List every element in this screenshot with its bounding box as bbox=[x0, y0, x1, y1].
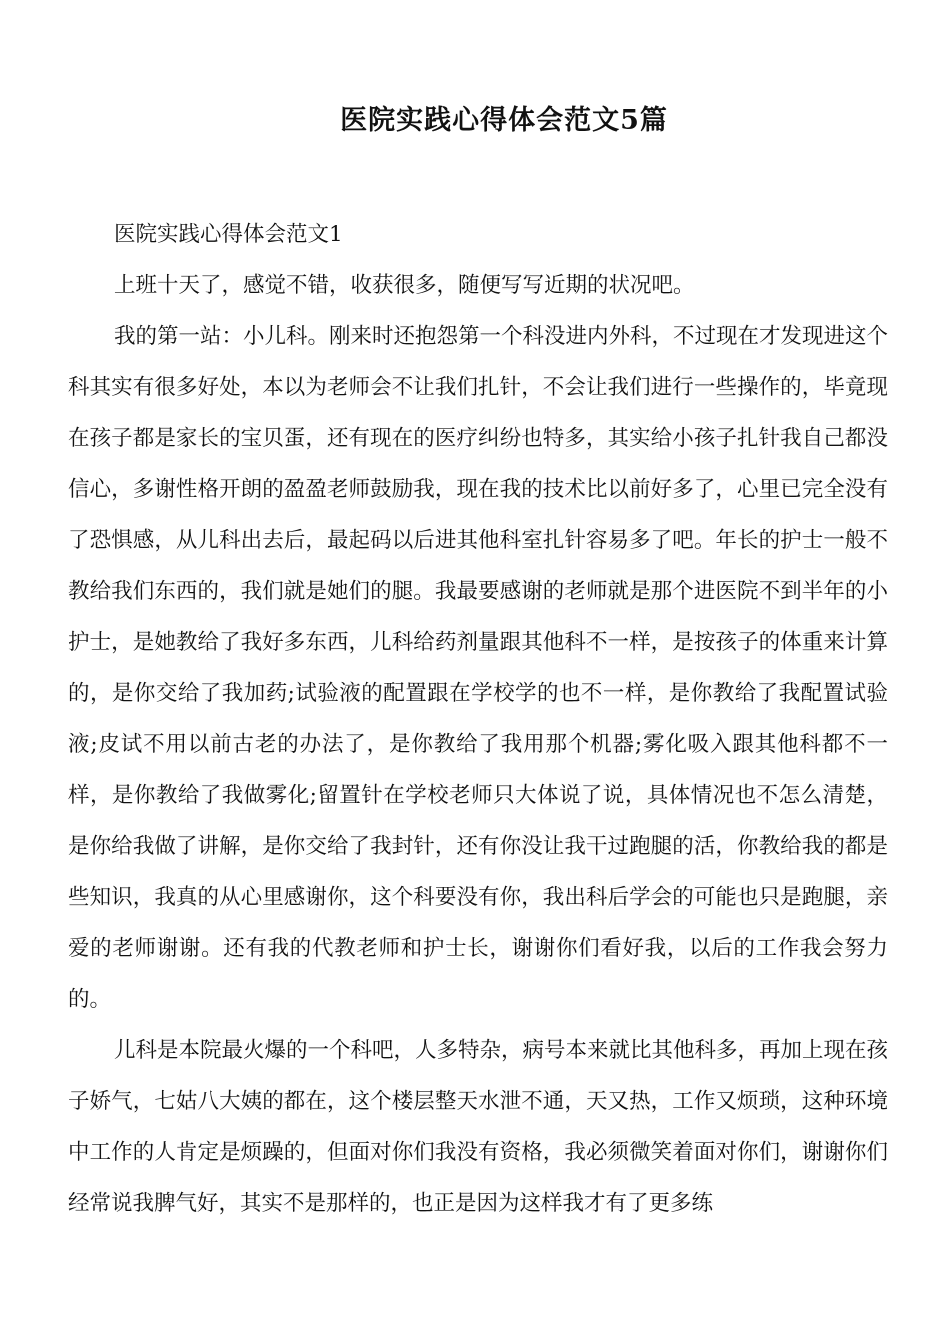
paragraph-pediatrics: 我的第一站：小儿科。刚来时还抱怨第一个科没进内外科，不过现在才发现进这个科其实有很多好处，本以为老师会不让我们扎针，不会让我们进行一些操作的，毕竟现在孩子都是家长的宝贝蛋，还有现在的医疗纠纷也特多，其实给小孩子扎针我自己都没信心，多谢性格开朗的盈盈老师鼓励我，现在我的技术比以前好多了，心里已完全没有了恐惧感，从儿科出去后，最起码以后进其他科室扎针容易多了吧。年长的护士一般不教给我们东西的，我们就是她们的腿。我最要感谢的老师就是那个进医院不到半年的小护士，是她教给了我好多东西，儿科给药剂量跟其他科不一样，是按孩子的体重来计算的，是你交给了我加药;试验液的配置跟在学校学的也不一样，是你教给了我配置试验液;皮试不用以前古老的办法了，是你教给了我用那个机器;雾化吸入跟其他科都不一样，是你教给了我做雾化;留置针在学校老师只大体说了说，具体情况也不怎么清楚，是你给我做了讲解，是你交给了我封针，还有你没让我干过跑腿的活，你教给我的都是些知识，我真的从心里感谢你，这个科要没有你，我出科后学会的可能也只是跑腿，亲爱的老师谢谢。还有我的代教老师和护士长，谢谢你们看好我，以后的工作我会努力的。 bbox=[68, 324, 889, 1012]
document-body bbox=[68, 209, 888, 1229]
document-title: 医院实践心得体会范文5篇 bbox=[340, 105, 668, 136]
section-heading: 医院实践心得体会范文1 bbox=[114, 222, 343, 247]
paragraph-environment: 儿科是本院最火爆的一个科吧，人多特杂，病号本来就比其他科多，再加上现在孩子娇气，七姑八大姨的都在，这个楼层整天水泄不通，天又热，工作又烦琐，这种环境中工作的人肯定是烦躁的，但面对你们我没有资格，我必须微笑着面对你们，谢谢你们经常说我脾气好，其实不是那样的，也正是因为这样我才有了更多练 bbox=[68, 1038, 889, 1216]
paragraph-intro: 上班十天了，感觉不错，收获很多，随便写写近期的状况吧。 bbox=[114, 273, 695, 298]
